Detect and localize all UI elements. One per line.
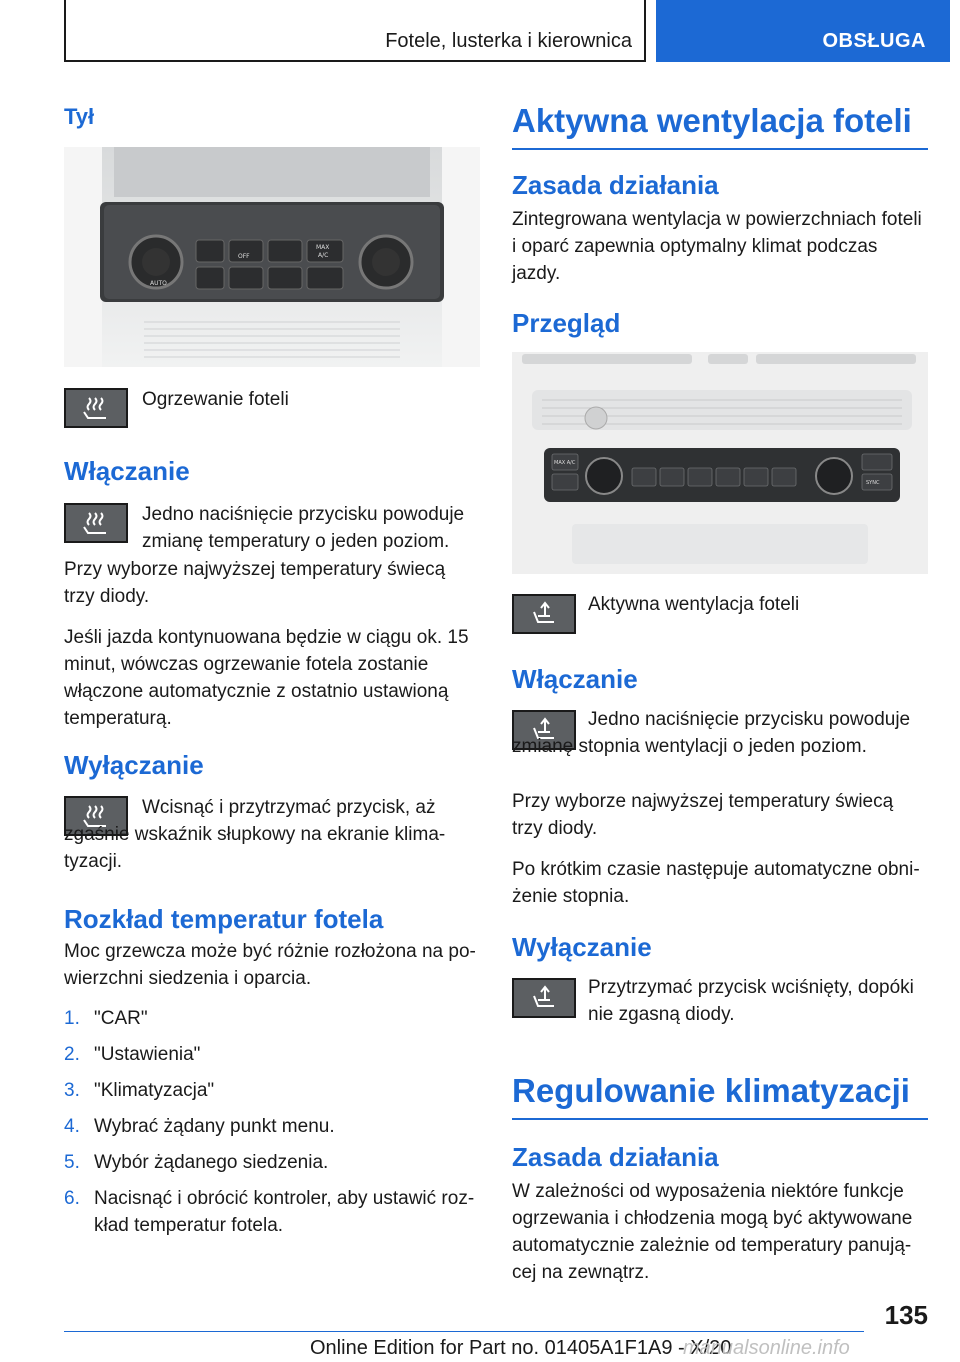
footer-rule (64, 1331, 864, 1332)
list-item: 3. "Klimatyzacja" (64, 1080, 215, 1101)
seat-ventilation-icon (512, 978, 576, 1018)
distribution-text: Moc grzewcza może być różnie rozłożona na powierzchni siedzenia i oparcia. (64, 941, 476, 989)
left-off-text: Wcisnąć i przytrzymać przycisk, aż zgaśnie wskaźnik słupkowy na ekranie klimatyzacji. (64, 797, 446, 872)
list-item: 1. "CAR" (64, 1008, 148, 1029)
overview-heading: Przegląd (512, 308, 621, 338)
svg-text:MAX: MAX (316, 244, 330, 251)
principle-text: Zintegrowana wentylacja w powierzchniach foteli i oparć zapewnia optymalny klimat podczas jazdy. (512, 209, 922, 284)
right-on-heading: Włączanie (512, 664, 638, 694)
footer-watermark: manualsonline.info (683, 1337, 850, 1359)
climate-principle-heading: Zasada działania (512, 1142, 719, 1172)
heating-icon-caption: Ogrzewanie foteli (142, 389, 289, 410)
footer-edition: Online Edition for Part no. 01405A1F1A9 - X/20 (310, 1337, 732, 1359)
left-on-text: Jedno naciśnięcie przycisku powoduje zmianę temperatury o jeden poziom. (142, 504, 465, 552)
list-item: 4. Wybrać żądany punkt menu. (64, 1116, 335, 1137)
chapter-tab (656, 0, 950, 62)
steps-list (64, 1005, 480, 1248)
chapter-label: OBSŁUGA (822, 30, 926, 52)
header-section-box (64, 0, 646, 62)
right-off-heading: Wyłączanie (512, 932, 652, 962)
rear-heading: Tył (64, 104, 95, 129)
rear-panel-photo (64, 147, 480, 367)
left-on-heading: Włączanie (64, 456, 190, 486)
list-item: 2. "Ustawienia" (64, 1044, 201, 1065)
list-item: 6. Nacisnąć i obrócić kontroler, aby ustawić rozkład temperatur fotela. (64, 1188, 475, 1236)
left-on-text-2: Przy wyborze najwyższej temperatury świecą trzy diody. (64, 559, 446, 607)
left-on-text-3: Jeśli jazda kontynuowana będzie w ciągu ok. 15 minut, wówczas ogrzewanie fotela zostanie włączone automatycznie z ostatnio ustawioną temperaturą. (64, 627, 469, 729)
seat-heating-icon (64, 503, 128, 543)
right-on-text-2: Przy wyborze najwyższej temperatury świecą trzy diody. (512, 791, 894, 839)
page-number: 135 (884, 1300, 928, 1330)
right-off-text: Przytrzymać przycisk wciśnięty, dopóki nie zgasną diody. (588, 977, 914, 1025)
left-off-heading: Wyłączanie (64, 750, 204, 780)
distribution-heading: Rozkład temperatur fotela (64, 904, 384, 934)
climate-title: Regulowanie klimatyzacji (512, 1072, 928, 1120)
section-title: Fotele, lusterka i kierownica (385, 30, 632, 52)
vent-title: Aktywna wentylacja foteli (512, 102, 928, 150)
right-on-text-3: Po krótkim czasie następuje automatyczne obniżenie stopnia. (512, 859, 920, 907)
principle-heading: Zasada działania (512, 170, 719, 200)
climate-principle-text: W zależności od wyposażenia niektóre funkcje ogrzewania i chłodzenia mogą być aktywowane automatycznie zależnie od temperatury panującej na zewnątrz. (512, 1181, 913, 1283)
front-panel-photo (512, 352, 928, 574)
right-on-text: Jedno naciśnięcie przycisku powoduje zmianę stopnia wentylacji o jeden poziom. (512, 709, 911, 757)
vent-icon-caption: Aktywna wentylacja foteli (588, 594, 800, 615)
front-panel-illustration (512, 352, 928, 574)
svg-text:OFF: OFF (238, 253, 250, 260)
list-item: 5. Wybór żądanego siedzenia. (64, 1152, 329, 1173)
svg-text:MAX A/C: MAX A/C (554, 460, 576, 466)
svg-text:A/C: A/C (318, 252, 329, 259)
svg-text:AUTO: AUTO (150, 280, 167, 287)
svg-text:SYNC: SYNC (866, 480, 880, 486)
seat-heating-icon (64, 388, 128, 428)
rear-panel-illustration (64, 147, 480, 367)
seat-ventilation-icon (512, 594, 576, 634)
